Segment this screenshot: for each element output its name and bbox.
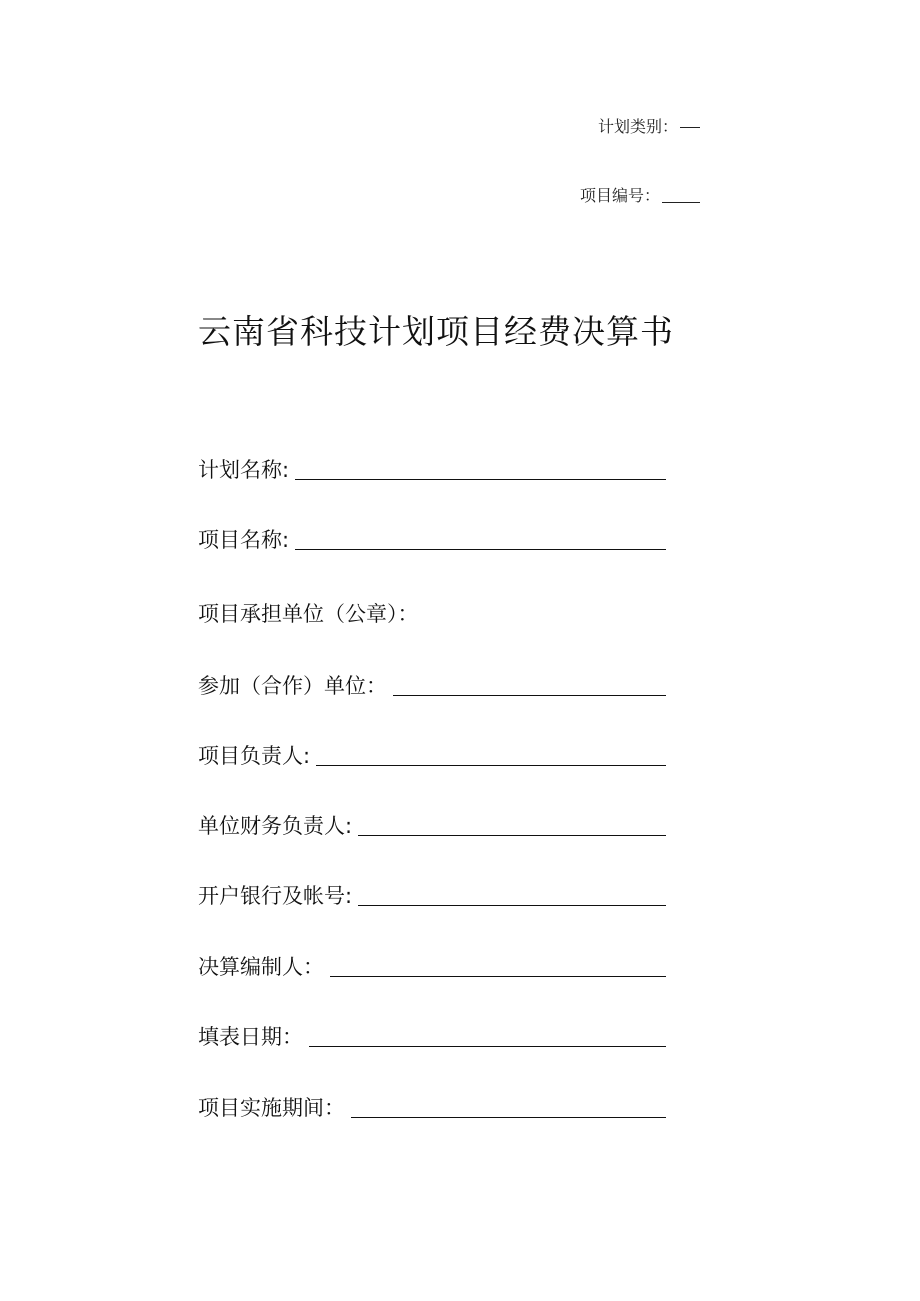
fill-in-line <box>295 479 666 480</box>
project-number-value-line <box>662 202 700 203</box>
field-bank-account <box>198 880 666 910</box>
field-label: 参加（合作）单位： <box>198 674 387 698</box>
field-label: 单位财务负责人: <box>198 814 353 838</box>
fill-in-line <box>358 835 666 836</box>
plan-category <box>598 114 700 137</box>
field-label: 填表日期： <box>198 1025 303 1049</box>
field-label: 开户银行及帐号: <box>198 884 353 908</box>
field-preparer <box>198 951 666 981</box>
fill-in-line <box>309 1046 666 1047</box>
plan-category-label: 计划类别： <box>597 117 678 136</box>
field-fill-date <box>198 1021 666 1051</box>
field-label: 项目承担单位（公章）： <box>198 602 419 626</box>
fill-in-line <box>330 976 666 977</box>
field-project-name <box>198 524 666 554</box>
document-title: 云南省科技计划项目经费决算书 <box>198 312 674 351</box>
fill-in-line <box>351 1117 666 1118</box>
field-label: 项目名称: <box>198 528 290 552</box>
project-number-label: 项目编号： <box>579 186 660 205</box>
fill-in-line <box>295 549 666 550</box>
fill-in-line <box>358 905 666 906</box>
fill-in-line <box>316 765 666 766</box>
fill-in-line <box>393 695 666 696</box>
project-number <box>580 183 700 206</box>
field-implementation-period <box>198 1092 666 1122</box>
field-label: 决算编制人： <box>198 955 324 979</box>
field-finance-leader <box>198 810 666 840</box>
field-undertaking-unit <box>198 598 666 628</box>
plan-category-value-line <box>680 127 700 128</box>
field-project-leader <box>198 740 666 770</box>
field-label: 项目实施期间： <box>198 1096 345 1120</box>
field-label: 计划名称: <box>198 458 290 482</box>
field-cooperating-unit <box>198 670 666 700</box>
field-plan-name <box>198 454 666 484</box>
field-label: 项目负责人: <box>198 744 311 768</box>
